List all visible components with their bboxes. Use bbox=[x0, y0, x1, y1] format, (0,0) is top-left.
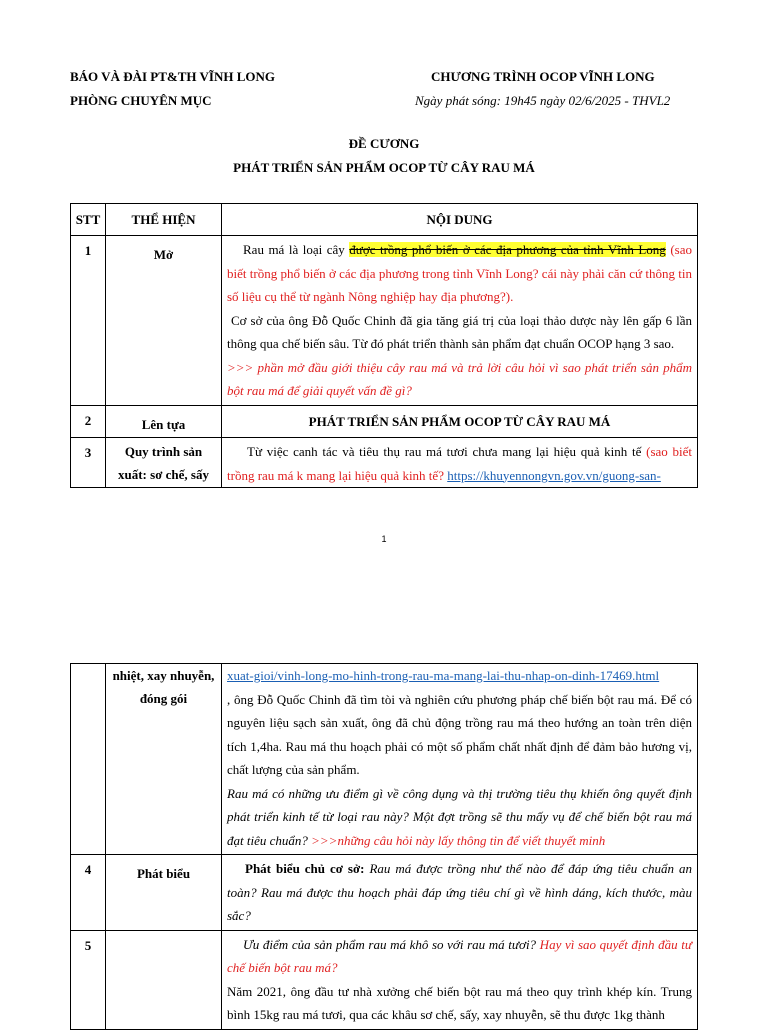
row-stt: 1 bbox=[71, 236, 106, 406]
doc-title: ĐỀ CƯƠNG bbox=[348, 136, 420, 151]
row-label bbox=[106, 930, 222, 1029]
header-the-hien: THỂ HIỆN bbox=[106, 204, 222, 236]
text-span: Rau má được trồng như thế nào để đáp ứng tiêu chuẩn an toàn? Rau má được thu hoạch phải đáp ứng tiêu chí gì về hình dáng, kích thước, màu sắc? bbox=[227, 861, 692, 923]
text-span: Phát biểu chủ cơ sở: bbox=[245, 861, 365, 876]
row-content bbox=[222, 930, 698, 1029]
row-content bbox=[222, 855, 698, 931]
content-paragraph bbox=[227, 857, 692, 928]
source-link[interactable]: xuat-gioi/vinh-long-mo-hinh-trong-rau-ma-mang-lai-thu-nhap-on-dinh-17469.html bbox=[227, 668, 660, 683]
row-label: Quy trình sản xuất: sơ chế, sấy bbox=[106, 438, 222, 488]
row-stt: 5 bbox=[71, 930, 106, 1029]
air-date: Ngày phát sóng: 19h45 ngày 02/6/2025 - THVL2 bbox=[415, 93, 671, 108]
content-paragraph: , ông Đỗ Quốc Chinh đã tìm tòi và nghiên cứu phương pháp chế biến bột rau má. Để có nguyên liệu sạch sản xuất, ông đã chủ động trồng rau má theo hướng an toàn trên diện tích 1,4ha. Rau má thu hoạch phải có một số phẩm chất nhất định để đảm bảo hương vị, chất lượng của sản phẩm. bbox=[227, 691, 692, 777]
text-span: Rau má là loại cây bbox=[243, 242, 350, 257]
table-row bbox=[71, 664, 698, 855]
reviewer-comment: (sao biết trồng phổ biến ở các địa phương trong tỉnh Vĩnh Long? cái này phải căn cứ thông tin số liệu cụ thể từ ngành Nông nghiệp hay địa phương?). bbox=[227, 242, 692, 304]
text-span: Rau má có những ưu điểm gì về công dụng và thị trường tiêu thụ khiến ông quyết định phát triển kinh tế từ loại rau này? Một đợt trồng sẽ thu mấy vụ để chế biến bột rau má đạt tiêu chuẩn? bbox=[227, 785, 692, 848]
source-link[interactable]: https://khuyennongvn.gov.vn/guong-san- bbox=[447, 467, 661, 483]
table-header-row bbox=[71, 204, 698, 236]
row-content bbox=[222, 236, 698, 406]
content-paragraph bbox=[227, 782, 692, 853]
table-row bbox=[71, 236, 698, 406]
table-row bbox=[71, 405, 698, 438]
doc-subtitle: PHÁT TRIỂN SẢN PHẨM OCOP TỪ CÂY RAU MÁ bbox=[233, 160, 535, 175]
header-noi-dung: NỘI DUNG bbox=[222, 204, 698, 236]
content-paragraph bbox=[227, 933, 692, 980]
row-content: PHÁT TRIỂN SẢN PHẨM OCOP TỪ CÂY RAU MÁ bbox=[222, 405, 698, 438]
row-label: nhiệt, xay nhuyễn, đóng gói bbox=[106, 664, 222, 855]
org-name: BÁO VÀ ĐÀI PT&TH VĨNH LONG bbox=[70, 69, 276, 84]
department-name: PHÒNG CHUYÊN MỤC bbox=[70, 93, 212, 108]
page-2 bbox=[0, 560, 768, 1024]
content-paragraph bbox=[227, 664, 692, 688]
reviewer-comment: Hay vì sao quyết định đầu tư chế biến bột rau má? bbox=[227, 936, 692, 975]
reviewer-comment: >>>những câu hỏi này lấy thông tin để viết thuyết minh bbox=[311, 832, 606, 848]
text-span: Ưu điểm của sản phẩm rau má khô so với rau má tươi? bbox=[243, 936, 537, 952]
table-row bbox=[71, 438, 698, 488]
text-span: Từ việc canh tác và tiêu thụ rau má tươi chưa mang lại hiệu quả kinh tế bbox=[247, 444, 647, 459]
outline-table-continued bbox=[70, 663, 698, 1030]
content-paragraph bbox=[227, 238, 692, 309]
reviewer-comment: >>> phần mở đầu giới thiệu cây rau má và trả lời câu hỏi vì sao phát triển sản phẩm bột rau má để giải quyết vấn đề gì? bbox=[227, 359, 692, 398]
row-label: Mở bbox=[106, 236, 222, 406]
row-stt: 3 bbox=[71, 438, 106, 488]
table-row bbox=[71, 855, 698, 931]
row-stt: 4 bbox=[71, 855, 106, 931]
row-content bbox=[222, 438, 698, 488]
row-label: Phát biểu bbox=[106, 855, 222, 931]
table-row bbox=[71, 930, 698, 1029]
content-paragraph: Cơ sở của ông Đỗ Quốc Chinh đã gia tăng giá trị của loại thảo dược này lên gấp 6 lần thông qua chế biến sâu. Từ đó phát triển thành sản phẩm đạt chuẩn OCOP hạng 3 sao. bbox=[227, 312, 692, 351]
highlighted-deleted-text: được trồng phổ biến ở các địa phương của tỉnh Vĩnh Long bbox=[349, 242, 666, 257]
row-stt: 2 bbox=[71, 405, 106, 438]
reviewer-comment: (sao biết trồng rau má k mang lại hiệu quả kinh tế? bbox=[227, 444, 692, 483]
outline-table bbox=[70, 203, 698, 488]
row-content bbox=[222, 664, 698, 855]
content-paragraph: Năm 2021, ông đầu tư nhà xưởng chế biến bột rau má theo quy trình khép kín. Trung bình 15kg rau má tươi, qua các khâu sơ chế, sấy, xay nhuyễn, sẽ thu được 1kg thành bbox=[227, 983, 692, 1022]
row-label: Lên tựa bbox=[106, 405, 222, 438]
program-name: CHƯƠNG TRÌNH OCOP VĨNH LONG bbox=[431, 69, 655, 84]
content-paragraph bbox=[227, 440, 692, 487]
header-stt: STT bbox=[71, 204, 106, 236]
page-number: 1 bbox=[381, 534, 387, 544]
row-stt-empty bbox=[71, 664, 106, 855]
